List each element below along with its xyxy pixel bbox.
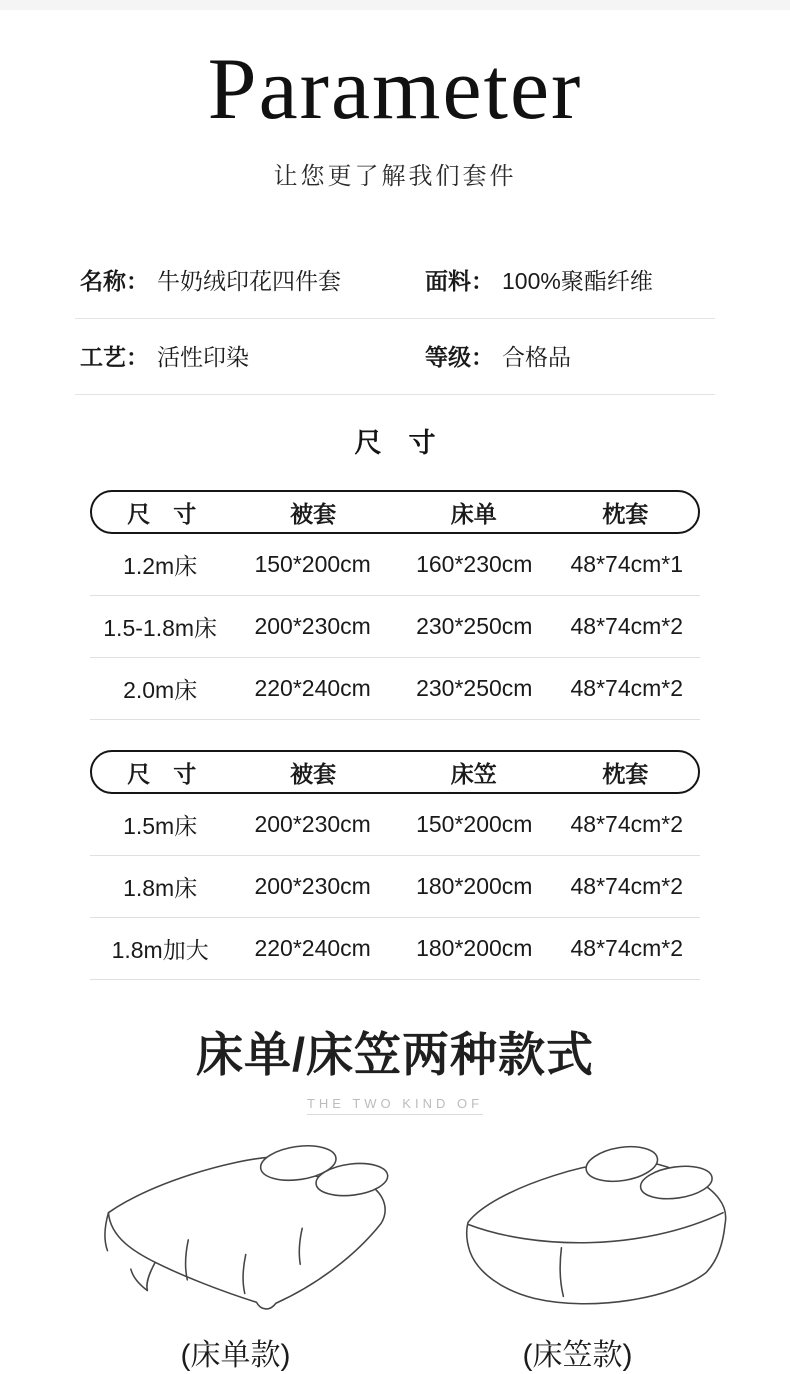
spec-name-value: 牛奶绒印花四件套: [157, 268, 341, 294]
column-header: 尺 寸: [127, 500, 197, 527]
size-table-flat-sheet: [90, 490, 700, 720]
table-row: [90, 856, 700, 918]
flat-sheet-caption: (床单款): [180, 1339, 291, 1372]
spec-fabric-value: 100%聚酯纤维: [502, 268, 653, 294]
size-section-heading: 尺 寸: [354, 428, 436, 458]
column-header: 床单: [450, 500, 497, 527]
spec-fabric-label: 面料：: [425, 268, 494, 294]
page-title: Parameter: [207, 41, 583, 138]
table-cell: 230*250cm: [416, 613, 533, 639]
table-cell: 200*230cm: [254, 873, 371, 899]
fitted-sheet-bed-illustration: [413, 1127, 743, 1312]
page-subtitle: 让您更了解我们套件: [273, 163, 517, 190]
table-cell: 1.8m床: [123, 875, 198, 901]
table-cell: 48*74cm*2: [570, 613, 684, 639]
two-styles-heading: 床单/床笠两种款式: [195, 1028, 595, 1081]
table-cell: 200*230cm: [254, 811, 371, 837]
spec-grade: [425, 339, 571, 372]
top-strip: [0, 0, 790, 10]
fitted-sheet-caption: (床笠款): [522, 1339, 633, 1372]
size-table-fitted-sheet: [90, 750, 700, 980]
column-header: 被套: [290, 760, 337, 787]
spec-craft-value: 活性印染: [157, 344, 249, 370]
spec-row-2: [75, 319, 715, 395]
spec-name: [75, 263, 425, 296]
table-cell: 48*74cm*2: [570, 811, 684, 837]
column-header: 被套: [290, 500, 337, 527]
table-header-row: [90, 490, 700, 534]
column-header: 枕套: [602, 760, 649, 787]
table-cell: 220*240cm: [254, 675, 371, 701]
table-cell: 220*240cm: [254, 935, 371, 961]
spec-fabric: [425, 263, 653, 296]
spec-craft-label: 工艺：: [80, 344, 149, 370]
table-row: [90, 596, 700, 658]
column-header: 尺 寸: [127, 760, 197, 787]
table-row: [90, 794, 700, 856]
table-cell: 160*230cm: [416, 551, 533, 577]
style-figures: [0, 1127, 790, 1374]
table-cell: 48*74cm*2: [570, 675, 684, 701]
table-cell: 1.8m加大: [111, 937, 209, 963]
table-cell: 1.5-1.8m床: [103, 615, 218, 641]
table-header-row: [90, 750, 700, 794]
tagline-text: THE TWO KIND OF: [307, 1096, 483, 1115]
table-cell: 48*74cm*2: [570, 873, 684, 899]
flat-sheet-figure: [38, 1127, 433, 1374]
table-cell: 2.0m床: [123, 677, 198, 703]
table-cell: 150*200cm: [416, 811, 533, 837]
table-cell: 200*230cm: [254, 613, 371, 639]
table-cell: 180*200cm: [416, 873, 533, 899]
spec-grade-value: 合格品: [502, 344, 571, 370]
column-header: 枕套: [602, 500, 649, 527]
table-cell: 180*200cm: [416, 935, 533, 961]
table-cell: 1.2m床: [123, 553, 198, 579]
table-row: [90, 658, 700, 720]
spec-craft: [75, 339, 425, 372]
fitted-sheet-figure: [380, 1127, 775, 1374]
product-specs: [75, 243, 715, 395]
table-cell: 48*74cm*2: [570, 935, 684, 961]
table-cell: 230*250cm: [416, 675, 533, 701]
table-cell: 150*200cm: [254, 551, 371, 577]
flat-sheet-bed-illustration: [71, 1127, 401, 1312]
spec-row-1: [75, 243, 715, 319]
table-cell: 1.5m床: [123, 813, 198, 839]
table-cell: 48*74cm*1: [570, 551, 684, 577]
column-header: 床笠: [450, 760, 497, 787]
table-row: [90, 534, 700, 596]
spec-name-label: 名称：: [80, 268, 149, 294]
tagline-wrap: [0, 1095, 790, 1115]
table-row: [90, 918, 700, 980]
spec-grade-label: 等级：: [425, 344, 494, 370]
